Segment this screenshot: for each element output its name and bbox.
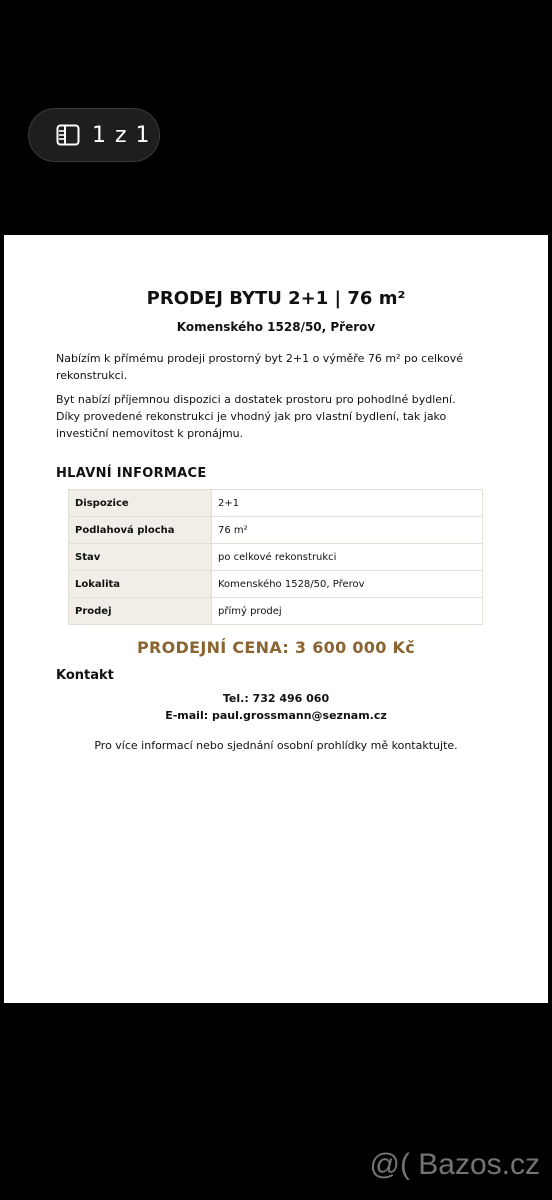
document-page (4, 235, 548, 1003)
contact-phone: Tel.: 732 496 060 (222, 692, 330, 705)
table-row (69, 544, 483, 571)
table-row (69, 517, 483, 544)
row-value: 76 m² (212, 517, 483, 544)
contact-email: E-mail: paul.grossmann@seznam.cz (165, 709, 387, 722)
row-value: přímý prodej (212, 598, 483, 625)
contact-heading: Kontakt (56, 668, 114, 683)
page-layout-icon (56, 124, 80, 146)
description-paragraph: Byt nabízí příjemnou dispozici a dostatek prostoru pro pohodlné bydlení. Díky provedené rekonstrukci je vhodný jak pro vlastní bydlení, tak jako investiční nemovitost k pronájmu. (56, 393, 456, 440)
intro-paragraph: Nabízím k přímému prodeji prostorný byt 2+1 o výměře 76 m² po celkové rekonstrukci. (56, 352, 464, 382)
row-value: Komenského 1528/50, Přerov (212, 571, 483, 598)
document-subtitle: Komenského 1528/50, Přerov (176, 320, 376, 334)
table-row (69, 598, 483, 625)
row-label: Dispozice (69, 490, 212, 517)
row-value: 2+1 (212, 490, 483, 517)
row-label: Stav (69, 544, 212, 571)
row-label: Lokalita (69, 571, 212, 598)
page-indicator[interactable] (28, 108, 160, 162)
table-row (69, 490, 483, 517)
contact-note: Pro více informací nebo sjednání osobní prohlídky mě kontaktujte. (94, 739, 458, 752)
page-indicator-label: 1 z 1 (92, 122, 151, 148)
info-table (68, 489, 483, 625)
row-value: po celkové rekonstrukci (212, 544, 483, 571)
sale-price: PRODEJNÍ CENA: 3 600 000 Kč (136, 638, 416, 657)
section-title: HLAVNÍ INFORMACE (56, 466, 207, 481)
document-title: PRODEJ BYTU 2+1 | 76 m² (146, 288, 406, 309)
bazos-watermark: @( Bazos.cz (369, 1148, 540, 1181)
table-row (69, 571, 483, 598)
row-label: Podlahová plocha (69, 517, 212, 544)
row-label: Prodej (69, 598, 212, 625)
